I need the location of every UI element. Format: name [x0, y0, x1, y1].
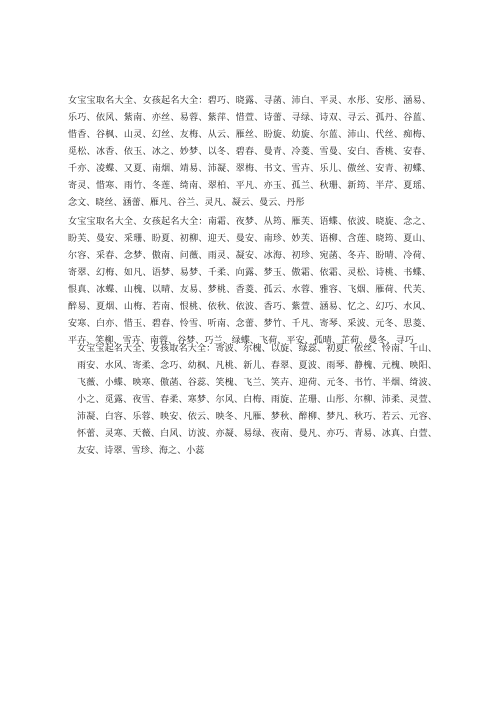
name-list-paragraph-3: 女宝宝起名大全、女孩取名大全：寄波、尔槐、以旋、绿蕊、初夏、依丝、怜南、千山、雨安、水风、寄柔、念巧、幼枫、凡桃、新儿、春翠、夏波、雨琴、静槐、元槐、映阳、飞薇、小蝶、映寒、傲菡、谷蕊、笑槐、飞兰、笑卉、迎荷、元冬、书竹、半烟、绮波、小之、觅露、夜雪、春柔、寒梦、尔风、白梅、雨旋、芷珊、山彤、尔柳、沛柔、灵萱、沛凝、白容、乐蓉、映安、依云、映冬、凡雁、梦秋、醉柳、梦凡、秋巧、若云、元容、怀蕾、灵寒、天薇、白风、访波、亦凝、易绿、夜南、曼凡、亦巧、青易、冰真、白萱、友安、诗翠、雪珍、海之、小蕊: [77, 344, 437, 456]
name-list-paragraph-1: 女宝宝取名大全、女孩起名大全：碧巧、晓露、寻菡、沛白、平灵、水彤、安彤、涵易、乐巧、依风、紫南、亦丝、易蓉、紫萍、惜萱、诗蕾、寻绿、诗双、寻云、孤丹、谷蓝、惜香、谷枫、山灵、幻丝、友梅、从云、雁丝、盼旋、幼旋、尔蓝、沛山、代丝、痴梅、觅松、冰香、依玉、冰之、妙梦、以冬、碧春、曼青、冷菱、雪曼、安白、香桃、安春、千亦、凌蝶、又夏、南烟、靖易、沛凝、翠梅、书文、雪卉、乐儿、傲丝、安青、初蝶、寄灵、惜寒、雨竹、冬莲、绮南、翠柏、平凡、亦玉、孤兰、秋珊、新筠、半芹、夏瑶、念文、晓丝、涵蕾、雁凡、谷兰、灵凡、凝云、曼云、丹彤: [68, 96, 431, 208]
name-list-paragraph-2: 女宝宝取名大全、女孩起名大全：南霜、夜梦、从筠、雁芙、语蝶、依波、晓旋、念之、盼芙、曼安、采珊、盼夏、初柳、迎天、曼安、南珍、妙芙、语柳、含莲、晓筠、夏山、尔容、采春、念梦、傲南、问薇、雨灵、凝安、冰海、初珍、宛菡、冬卉、盼晴、冷荷、寄翠、幻梅、如凡、语梦、易梦、千柔、向露、梦玉、傲霜、依霜、灵松、诗桃、书蝶、恨真、冰蝶、山槐、以晴、友易、梦桃、香菱、孤云、水蓉、雅容、飞烟、雁荷、代芙、醉易、夏烟、山梅、若南、恨桃、依秋、依波、香巧、紫萱、涵易、忆之、幻巧、水风、安寒、白亦、惜玉、碧春、怜雪、听南、念蕾、梦竹、千凡、寄琴、采波、元冬、思菱、平卉、笑柳、雪卉、南蓉、谷梦、巧兰、绿蝶、飞荷、平安、孤晴、芷荷、曼冬、寻巧: [68, 217, 431, 346]
